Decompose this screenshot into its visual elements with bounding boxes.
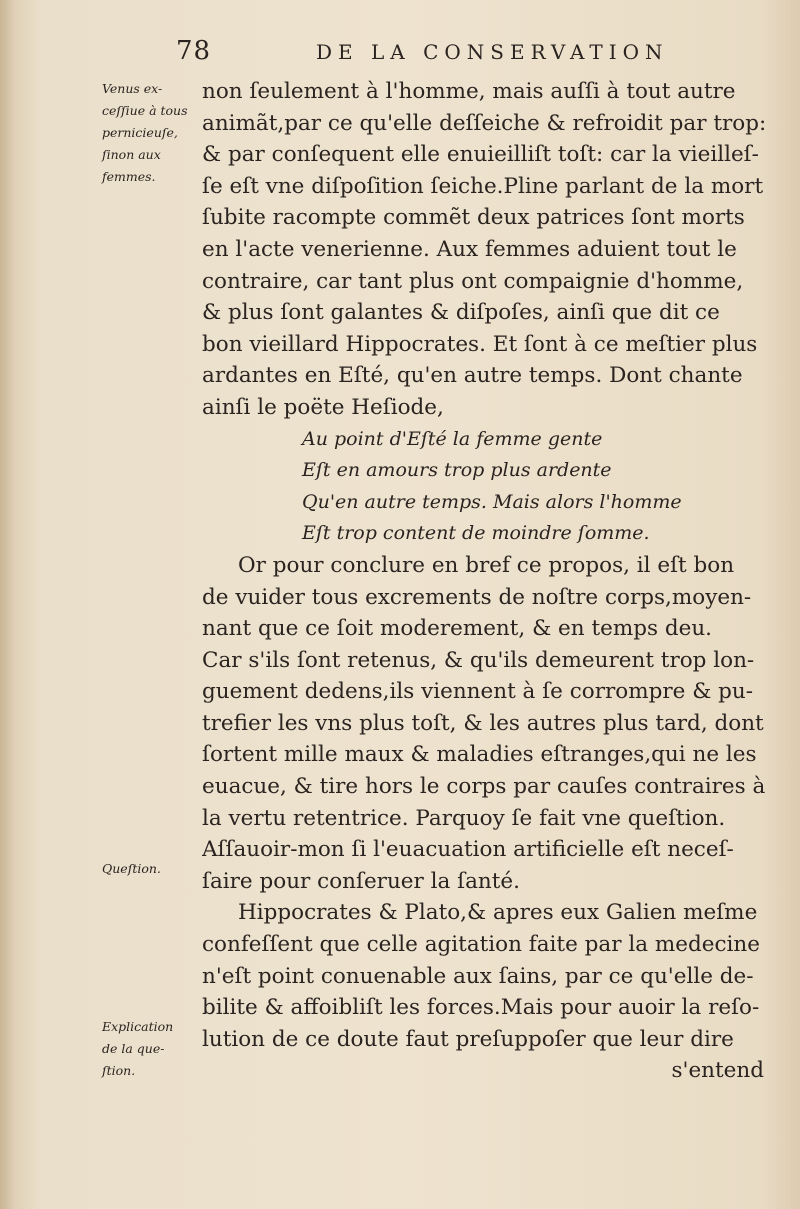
verse-line: Qu'en autre temps. Mais alors l'homme [302,490,682,513]
verse-line: Au point d'Eſté la femme gente [302,427,603,450]
text-line: animãt,par ce qu'elle deſſeiche & refroidit par trop: [202,110,767,136]
page-header [0,36,800,70]
running-title: DE LA CONSERVATION [316,40,669,64]
text-line: la vertu retentrice. Parquoy ſe fait vne queſtion. [202,805,726,831]
text-line: bilite & affoibliſt les forces.Mais pour auoir la reſo- [202,995,760,1021]
text-line: ſe eſt vne diſpoſition ſeiche.Pline parlant de la mort [202,173,764,199]
margin-note-line: femmes. [102,169,156,184]
text-line: nant que ce ſoit moderement, & en temps deu. [202,616,713,642]
text-line: ſaire pour conſeruer la ſanté. [202,868,520,894]
text-line: confeſſent que celle agitation faite par la medecine [202,932,760,958]
text-line: n'eſt point conuenable aux ſains, par ce qu'elle de- [202,963,754,989]
verse-line: Eſt trop content de moindre ſomme. [302,522,650,545]
margin-note-line: ſinon aux [102,147,161,162]
margin-note-line: Queſtion. [102,861,161,876]
text-line: non ſeulement à l'homme, mais auſſi à tout autre [202,79,736,104]
margin-note-line: Venus ex- [102,81,163,96]
margin-note-venus [102,78,198,188]
text-line: Aſſauoir-mon ſi l'euacuation artificielle eſt neceſ- [202,837,734,863]
text-line: ſortent mille maux & maladies eſtranges,qui ne les [202,742,757,768]
text-line: bon vieillard Hippocrates. Et ſont à ce meſtier plus [202,331,758,357]
text-line: s'entend [671,1058,764,1084]
text-line: Car s'ils ſont retenus, & qu'ils demeurent trop lon- [202,647,755,673]
text-line: & plus ſont galantes & diſpoſes, ainſi que dit ce [202,300,720,326]
verse-line: Eſt en amours trop plus ardente [302,459,612,482]
page-number: 78 [176,36,212,66]
binding-shadow [0,0,14,1209]
text-line: euacue, & tire hors le corps par cauſes contraires à [202,774,766,800]
margin-note-question [102,858,198,880]
text-line: guement dedens,ils viennent à ſe corrompre & pu- [202,679,754,705]
text-line: ainſi le poëte Heſiode, [202,394,444,420]
text-line: Or pour conclure en bref ce propos, il eſt bon [238,552,735,578]
margin-note-line: ceſſiue à tous [102,103,188,118]
text-line: en l'acte venerienne. Aux femmes aduient tout le [202,236,737,262]
text-line: trefier les vns plus toſt, & les autres plus tard, dont [202,710,764,736]
text-line: Hippocrates & Plato,& apres eux Galien meſme [238,900,758,926]
text-line: lution de ce doute faut preſuppoſer que leur dire [202,1026,734,1052]
margin-note-line: ſtion. [102,1063,136,1078]
text-line: ſubite racompte commẽt deux patrices ſont morts [202,205,745,231]
margin-note-line: Explication [102,1019,174,1034]
main-text-block [202,76,770,1087]
text-line: de vuider tous excrements de noſtre corps,moyen- [202,584,752,610]
margin-note-line: pernicieuſe, [102,125,178,140]
text-line: contraire, car tant plus ont compaignie d'homme, [202,268,744,294]
margin-note-line: de la que- [102,1041,165,1056]
text-line: ardantes en Eſté, qu'en autre temps. Dont chante [202,363,743,389]
margin-note-explication [102,1016,198,1082]
text-line: & par conſequent elle enuieilliſt toſt: car la vieilleſ- [202,142,759,168]
